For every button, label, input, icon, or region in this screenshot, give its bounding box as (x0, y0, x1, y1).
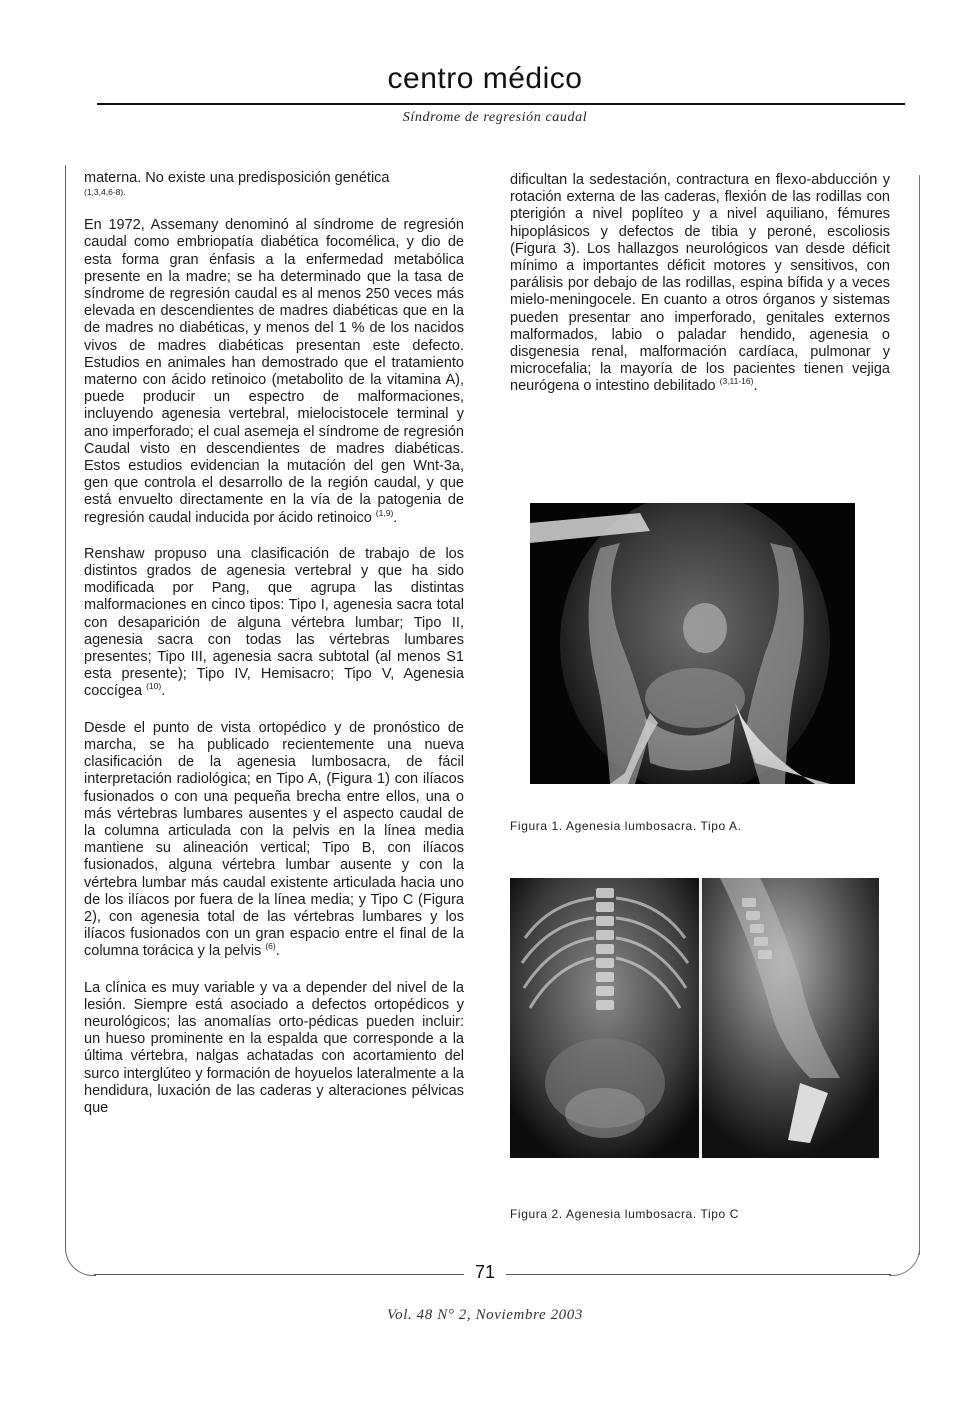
xray-spine-image (510, 878, 879, 1158)
figure-2-caption: Figura 2. Agenesia lumbosacra. Tipo C (510, 1207, 739, 1221)
paragraph-continuation: materna. No existe una predisposición genética (84, 170, 390, 186)
citation-refs: (1,9) (375, 507, 394, 518)
paragraph-clinical-continued: dificultan la sedestación, contractura en flexo-abducción y rotación externa de las caderas, flexión de las rodillas con pterigión a nivel poplíteo y a nivel aquiliano, fémures hipoplásicos y defectos de tibia y peroné, escoliosis (Figura 3). Los hallazgos neurológicos van desde déficit mínimo a importantes déficit motores y sensitivos, con parálisis por debajo de las rodillas, espina bífida y a veces mielo-meningocele. En cuanto a otros órganos y sistemas pueden presentar ano imperforado, genitales externos malformados, labio o paladar hendido, agenesia o disgenesia renal, malformación cardíaca, pulmonar y microcefalia; la mayoría de los pacientes tienen vejiga neurógena o intestino debilitado $^{(3,11-16)}$. (510, 172, 890, 395)
page-frame-left (65, 165, 66, 1250)
footer-rule-right (506, 1274, 891, 1275)
figure-2-radiographs (510, 878, 879, 1158)
paragraph-renshaw: Renshaw propuso una clasificación de trabajo de los distintos grados de agenesia vertebral y que ha sido modificada por Pang, que agrupa las distintas malformaciones en cinco tipos: Tipo I, agenesia sacra total con desaparición de alguna vértebra lumbar; Tipo II, agenesia sacra con todas las vértebras lumbares presentes; Tipo III, agenesia sacra subtotal (al menos S1 esta presente); Tipo IV, Hemisacro; Tipo V, Agenesia coccígea $^{(10)}$. (84, 545, 464, 700)
citation-refs: (6) (265, 941, 276, 952)
right-column (510, 172, 890, 396)
xray-pelvis-image (530, 503, 855, 784)
journal-title: centro médico (387, 62, 583, 95)
page-frame-right (919, 175, 920, 1255)
figure-1-caption: Figura 1. Agenesia lumbosacra. Tipo A. (510, 819, 742, 833)
paragraph-assemany: En 1972, Assemany denominó al síndrome de regresión caudal como embriopatía diabética focomélica, y dio de esta forma gran énfasis a la enfermedad metabólica presente en la madre; se ha determinado que la tasa de síndrome de regresión caudal es al menos 250 veces más elevada en descendientes de madres diabéticas que en la de madres no diabéticas, y menos del 1 % de los nacidos vivos de madres diabéticas presentan este defecto. Estudios en animales han demostrado que el tratamiento materno con ácido retinoico (metabolito de la vitamina A), puede producir un espectro de malformaciones, incluyendo agenesia vertebral, mielocistocele terminal y ano imperforado; el cual asemeja el síndrome de regresión Caudal visto en descendientes de madres diabéticas. Estos estudios evidencian la mutación del gen Wnt-3a, gen que controla el desarrollo de la región caudal, y que está envuelto directamente en la vía de la patogenia de regresión caudal inducida por ácido retinoico $^{(1,9)}$. (84, 217, 464, 526)
page-frame-corner-left (65, 1245, 96, 1276)
paragraph-clinical: La clínica es muy variable y va a depender del nivel de la lesión. Siempre está asociado a defectos ortopédicos y neurológicos; las anomalías orto-pédicas pueden incluir: un hueso prominente en la espalda que corresponde a la última vértebra, nalgas achatadas con acortamiento del surco interglúteo y formación de hoyuelos lateralmente a la hendidura, luxación de las caderas y alteraciones pélvicas que (84, 979, 464, 1116)
issue-info: Vol. 48 N° 2, Noviembre 2003 (387, 1307, 583, 1323)
page-number: 71 (474, 1262, 496, 1282)
footer-rule-left (94, 1274, 464, 1275)
figure-1-radiograph (530, 503, 855, 784)
header-rule (97, 103, 905, 105)
left-column (84, 170, 464, 1117)
citation-refs: (1,3,4,6-8). (84, 187, 126, 198)
citation-refs: (3,11-16) (719, 376, 754, 387)
article-running-title: Síndrome de regresión caudal (402, 110, 588, 125)
paragraph-classification: Desde el punto de vista ortopédico y de pronóstico de marcha, se ha publicado recientemente una nueva clasificación de la agenesia lumbosacra, de fácil interpretación radiológica; en Tipo A, (Figura 1) con ilíacos fusionados o con una pequeña brecha entre ellos, una o más vértebras lumbares ausentes y el aspecto caudal de la columna articulada con la pelvis en la línea media mantiene su alineación vertical; Tipo B, con ilíacos fusionados, alguna vértebra lumbar ausente y con la vértebra lumbar más caudal existente articulada hacia uno de los ilíacos por fuera de la línea media; y Tipo C (Figura 2), con agenesia total de las vértebras lumbares y los ilíacos fusionados con un gran espacio entre el final de la columna torácica y la pelvis $^{(6)}$. (84, 719, 464, 960)
citation-refs: (10) (146, 681, 162, 692)
page-frame-corner-right (889, 1245, 920, 1276)
